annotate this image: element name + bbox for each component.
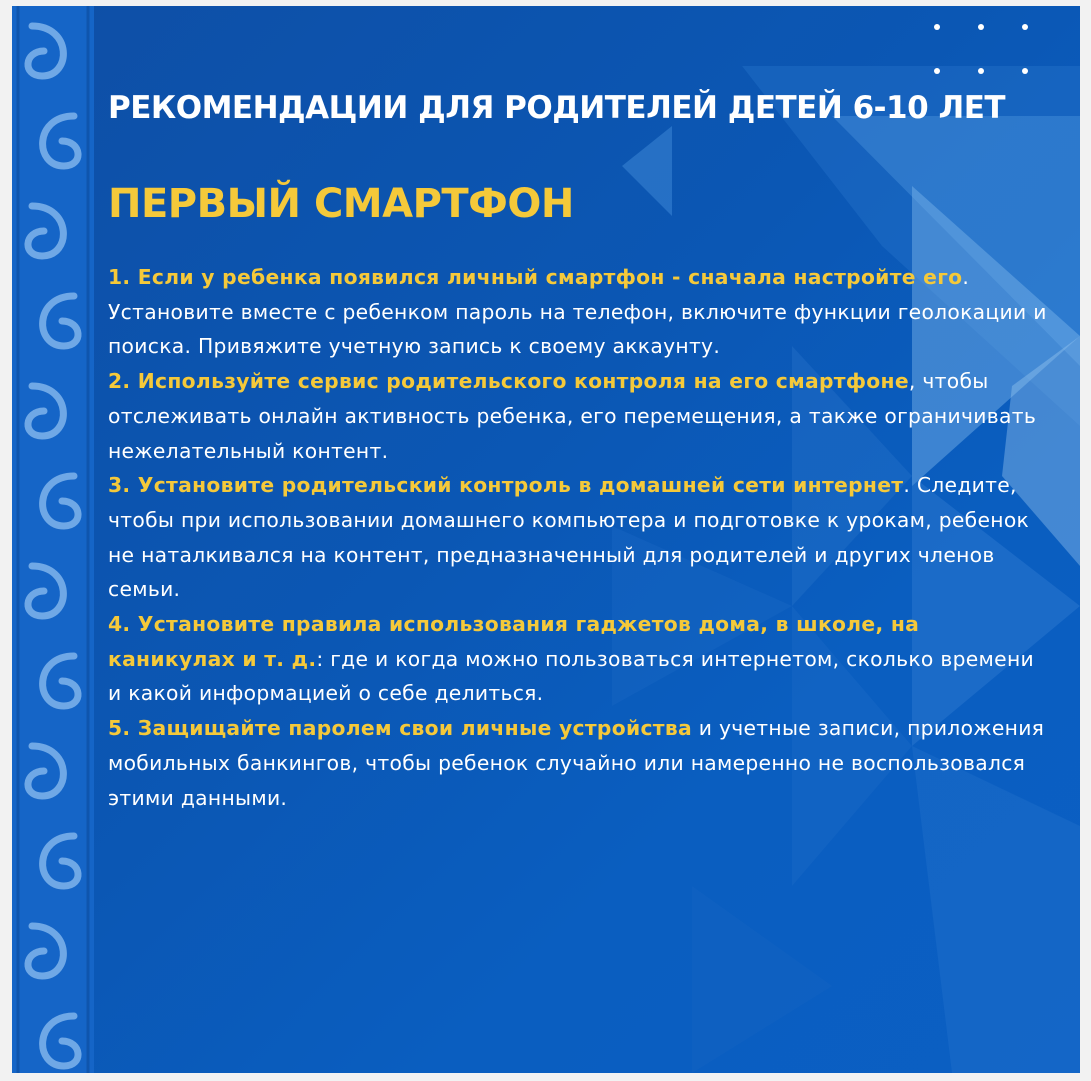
item-text: . Следите, чтобы при использовании домашнего компьютера и подготовке к урокам, ребенок не наталкивался на контент, предназначенный для родителей и других членов семьи. [108,473,1030,602]
ornament-pattern-icon [12,6,94,1073]
dot-icon [934,24,940,30]
dot-icon [978,24,984,30]
list-item [108,468,1048,607]
recommendations-list [108,260,1048,815]
dot-icon [1022,68,1028,74]
ornament-strip [12,6,94,1073]
decorative-dots [930,20,1050,80]
dot-icon [978,68,984,74]
list-item [108,711,1048,815]
item-text: : где и когда можно пользоваться интернетом, сколько времени и какой информацией о себе делиться. [108,646,1034,706]
item-text: . Установите вместе с ребенком пароль на телефон, включите функции геолокации и поиска. Привяжите учетную запись к своему аккаунту. [108,265,1047,359]
list-item [108,364,1048,468]
item-highlight: 4. Установите правила использования гаджетов дома, в школе, на каникулах и т. д. [108,612,920,671]
item-highlight: 3. Установите родительский контроль в домашней сети интернет [108,473,904,498]
item-highlight: 1. Если у ребенка появился личный смартфон - сначала настройте его [108,265,963,289]
item-highlight: 5. Защищайте паролем свои личные устройства [108,716,692,741]
list-item [108,607,1048,711]
item-text: , чтобы отслеживать онлайн активность ребенка, его перемещения, а также ограничивать нежелательный контент. [108,369,1037,463]
list-item [108,260,1048,364]
item-text: и учетные записи, приложения мобильных банкингов, чтобы ребенок случайно или намеренно не воспользовался этими данными. [108,716,1045,810]
item-highlight: 2. Используйте сервис родительского контроля на его смартфоне [108,369,909,394]
poster [12,6,1080,1073]
page-title: ПЕРВЫЙ СМАРТФОН [108,181,574,227]
dot-icon [934,68,940,74]
dot-icon [1022,24,1028,30]
page-header: РЕКОМЕНДАЦИИ ДЛЯ РОДИТЕЛЕЙ ДЕТЕЙ 6-10 ЛЕТ [108,90,1006,126]
